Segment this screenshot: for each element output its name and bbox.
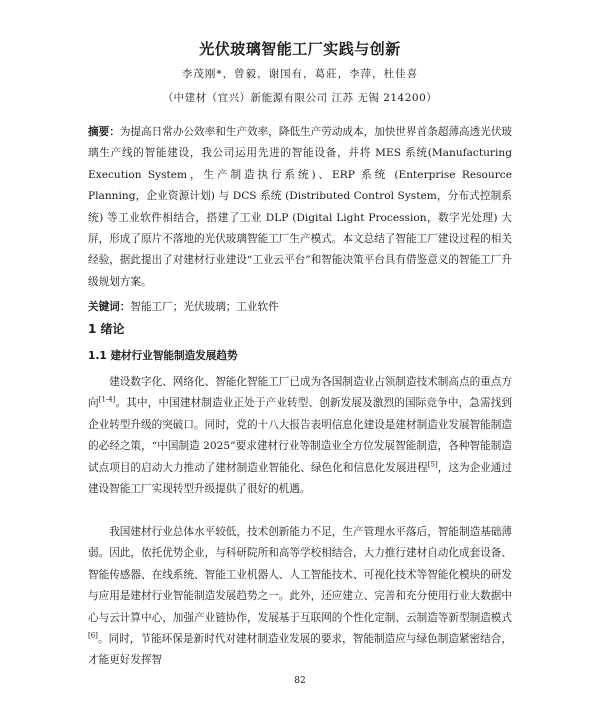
section-heading-1: 1 绪论 [88,322,125,336]
keywords-text: 智能工厂；光伏玻璃；工业软件 [130,301,279,313]
citation-ref: [5] [427,460,438,469]
citation-ref: [6] [88,631,98,640]
abstract-label: 摘要： [88,126,120,138]
paragraph-text: 。同时，节能环保是新时代对建材制造业发展的要求，智能制造应与绿色制造紧密结合，才能更好发挥智 [88,633,512,667]
paper-title: 光伏玻璃智能工厂实践与创新 [199,40,401,58]
paragraph-text: 。其中，中国建材制造业正处于产业转型、创新发展及激烈的国际竞争中，急需找到企业转型升级的突破口。同时，党的十八大报告表明信息化建设是建材制造业发展智能制造的必经之策，“中国制造 2025”要求建材行业等制造业全方位发展智能制造，各种智能制造试点项目的启动大力推动了建材制造业智能化、绿色化和信息化发展进程 [88,397,512,474]
keywords-label: 关键词： [88,301,131,313]
paragraph-1 [88,372,512,500]
abstract [88,122,512,293]
author-list: 李茂刚*，曾毅，谢国有，葛莊，李萍，杜佳喜 [181,68,419,80]
affiliation: （中建材（宜兴）新能源有限公司 江苏 无锡 214200） [162,92,438,104]
citation-ref: [1-4] [98,395,116,404]
keywords [88,297,512,318]
abstract-text: 为提高日常办公效率和生产效率，降低生产劳动成本，加快世界首条超薄高透光伏玻璃生产线的智能建设，我公司运用先进的智能设备，并将 MES 系统(Manufacturing Execution System，生产制造执行系统)、ERP 系统 (Enterprise Resource Planning，企业资源计划) 与 DCS 系统 (Distributed Control System，分布式控制系统) 等工业软件相结合，搭建了工业 DLP (Digital Light Procession，数字光处理) 大屏，形成了原片不落地的光伏玻璃智能工厂生产模式。本文总结了智能工厂建设过程的相关经验，据此提出了对建材行业建设“工业云平台”和智能决策平台具有借鉴意义的智能工厂升级规划方案。 [88,126,513,288]
section-heading-1-1: 1.1 建材行业智能制造发展趋势 [88,350,238,362]
paragraph-text: ，这为企业通过建设智能工厂实现转型升级提供了很好的机遇。 [88,461,513,496]
page-number: 82 [294,676,306,686]
paragraph-2 [88,522,512,672]
paragraph-text: 我国建材行业总体水平较低，技术创新能力不足，生产管理水平落后，智能制造基础薄弱。因此，依托优势企业，与科研院所和高等学校相结合，大力推行建材自动化成套设备、智能传感器、在线系统、智能工业机器人、人工智能技术、可视化技术等智能化模块的研发与应用是建材行业智能制造发展趋势之一。此外，还应建立、完善和充分使用行业大数据中心与云计算中心，加强产业链协作，发展基于互联网的个性化定制、云制造等新型制造模式 [88,526,512,624]
paragraph-text: 建设数字化、网络化、智能化智能工厂已成为各国制造业占领制造技术制高点的重点方向 [88,376,512,410]
